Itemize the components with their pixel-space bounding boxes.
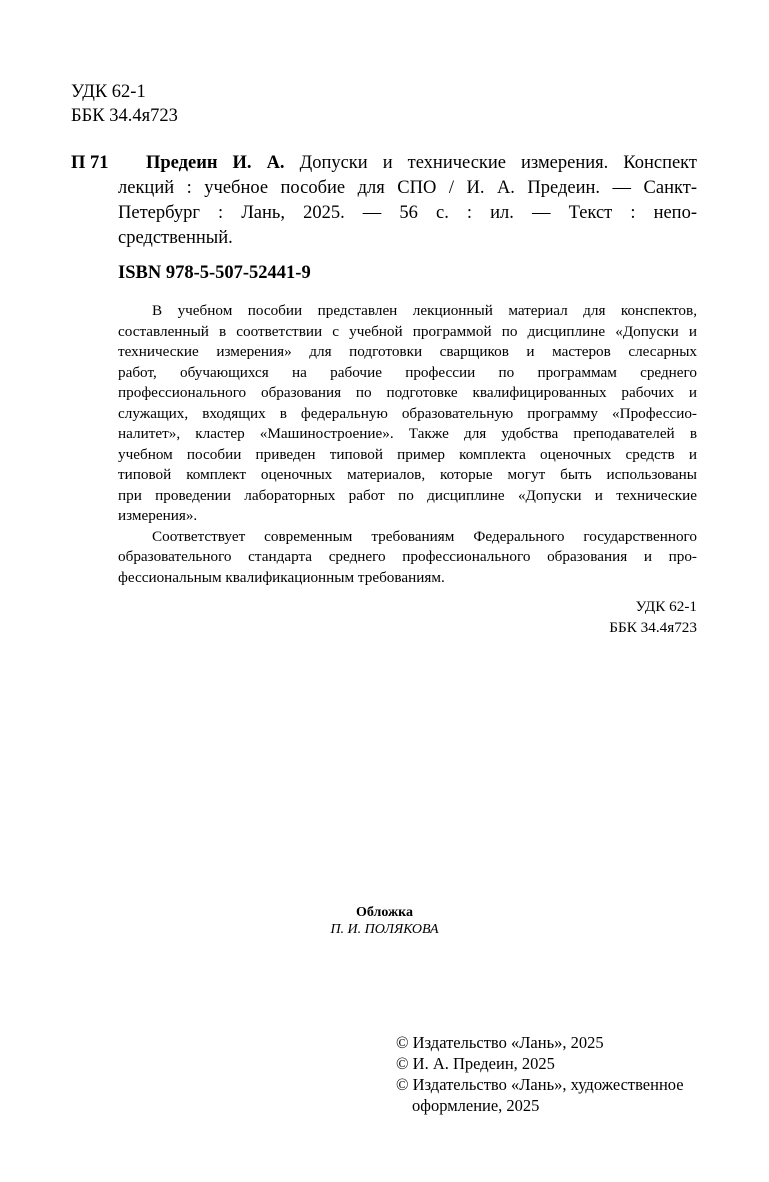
udk-footer: УДК 62-1	[635, 598, 697, 615]
copyright-block	[396, 1032, 684, 1116]
cover-label: Обложка	[355, 905, 414, 920]
annotation-line: измерения».	[118, 507, 198, 524]
annotation-line: при проведении лабораторных работ по дисциплине «Допуски и технические	[118, 486, 697, 504]
catalog-line-2: лекций : учебное пособие для СПО / И. А. Предеин. — Санкт-	[118, 178, 697, 198]
author-code: П 71	[71, 153, 109, 173]
annotation-line: фессиональным квалификационным требованиям.	[118, 568, 445, 586]
catalog-line-3: Петербург : Лань, 2025. — 56 с. : ил. — Текст : непо-	[118, 203, 697, 223]
copyright-author: © И. А. Предеин, 2025	[396, 1054, 555, 1073]
annotation-line: составленный в соответствии с учебной программой по дисциплине «Допуски и	[118, 322, 697, 340]
annotation-line: технические измерения» для подготовки сварщиков и мастеров слесарных	[118, 343, 697, 360]
isbn: ISBN 978-5-507-52441-9	[118, 263, 311, 283]
udk-header: УДК 62-1	[71, 82, 146, 102]
copyright-publisher: © Издательство «Лань», 2025	[396, 1033, 604, 1052]
annotation-line: работ, обучающихся на рабочие профессии по программам среднего	[118, 363, 697, 381]
catalog-line-4: средственный.	[118, 228, 233, 248]
copyright-design-cont: оформление, 2025	[412, 1096, 540, 1115]
copyright-design: © Издательство «Лань», художественное	[396, 1075, 684, 1094]
annotation-line: образовательного стандарта среднего профессионального образования и про-	[118, 548, 697, 565]
title-start: Допуски и технические измерения. Конспект	[299, 153, 698, 173]
annotation-line: налитет», кластер «Машиностроение». Также для удобства преподавателей в	[118, 425, 697, 442]
annotation-line: профессионального образования по подготовке квалифицированных рабочих и	[118, 384, 697, 401]
cover-designer: П. И. ПОЛЯКОВА	[330, 922, 439, 937]
bbk-header: ББК 34.4я723	[71, 106, 178, 126]
annotation-line: Соответствует современным требованиям Федерального государственного	[152, 527, 697, 545]
annotation-line: В учебном пособии представлен лекционный материал для конспектов,	[152, 302, 697, 319]
bbk-footer: ББК 34.4я723	[609, 618, 697, 636]
catalog-line-1	[146, 151, 697, 176]
annotation-line: служащих, входящих в федеральную образовательную программу «Профессио-	[118, 404, 697, 422]
annotation-line: учебном пособии приведен типовой пример комплекта оценочных средств и	[118, 445, 697, 463]
author-name: Предеин И. А.	[146, 153, 285, 173]
annotation-line: типовой комплект оценочных материалов, которые могут быть использованы	[118, 466, 697, 483]
